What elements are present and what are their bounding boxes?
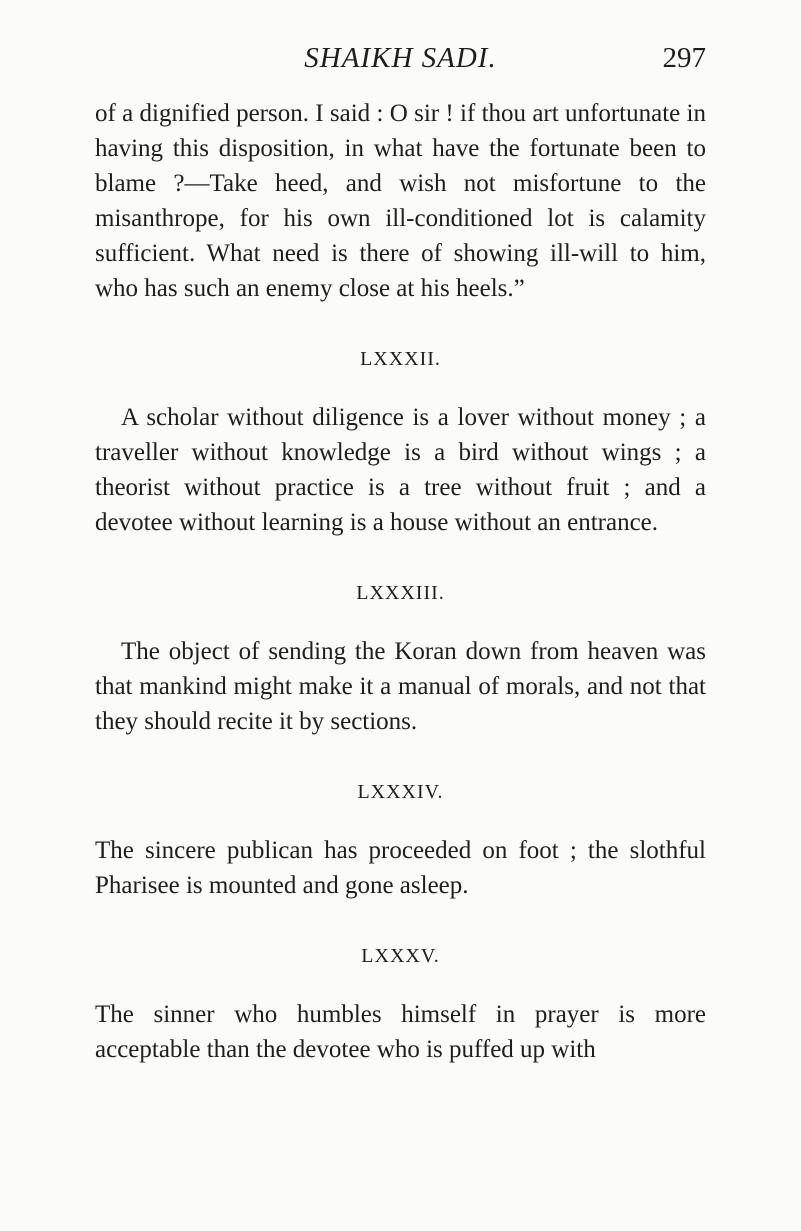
running-head [95,42,706,82]
paragraph-intro: of a dignified person. I said : O sir ! if thou art unfortunate in having this disposition, in what have the fortunate been to blame ?—Take heed, and wish not misfortune to the misanthrope, for his own ill-conditioned lot is calamity sufficient. What need is there of showing ill-will to him, who has such an enemy close at his heels.” [95,100,706,302]
section-heading-82: LXXXII. [360,348,441,370]
section-heading-83: LXXXIII. [356,582,445,604]
page-number: 297 [662,42,706,74]
section-heading-84: LXXXIV. [357,781,444,803]
paragraph-82: A scholar without diligence is a lover without money ; a traveller without knowledge is a bird without wings ; a theorist without practice is a tree without fruit ; and a devotee without learning is a house without an entrance. [95,404,706,536]
paragraph-85: The sinner who humbles himself in prayer is more acceptable than the devotee who is puffed up with [95,1001,706,1063]
running-title: SHAIKH SADI. [304,42,497,74]
paragraph-84: The sincere publican has proceeded on foot ; the slothful Pharisee is mounted and gone asleep. [95,837,706,899]
paragraph-83: The object of sending the Koran down from heaven was that mankind might make it a manual of morals, and not that they should recite it by sections. [95,638,706,735]
section-heading-85: LXXXV. [361,945,440,967]
text-block [95,96,706,1067]
